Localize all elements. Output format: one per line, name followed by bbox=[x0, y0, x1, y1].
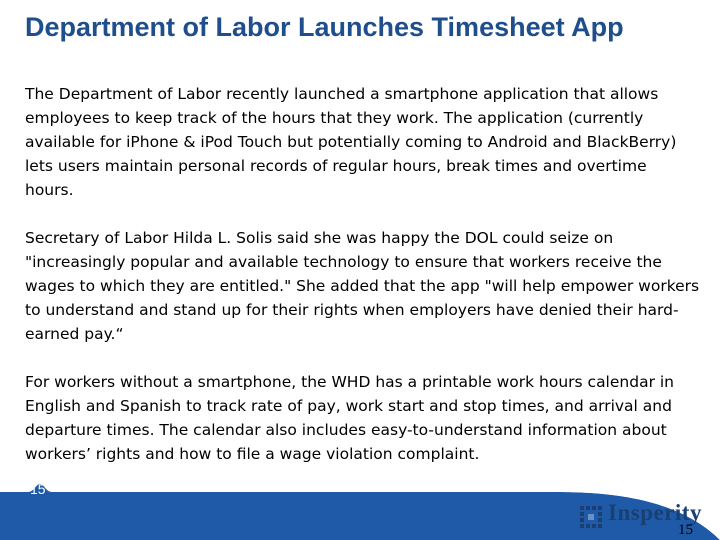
paragraph-1: The Department of Labor recently launched a smartphone application that allows employees to keep track of the hours that they work. The application (currently available for iPhone & iPod Touch but potentially coming to Android and BlackBerry) lets users maintain personal records of regular hours, break times and overtime hours. bbox=[25, 85, 677, 199]
paragraph-2: Secretary of Labor Hilda L. Solis said she was happy the DOL could seize on "increasingly popular and available technology to ensure that workers receive the wages to which they are entitled." She added that the app "will help empower workers to understand and stand up for their rights when employers have denied their hard-earned pay.“ bbox=[25, 229, 700, 343]
footer-page-number: 15 bbox=[30, 481, 46, 497]
page-number: 15 bbox=[678, 522, 693, 538]
slide-title: Department of Labor Launches Timesheet App bbox=[25, 12, 624, 42]
logo-text: Insperity bbox=[608, 500, 702, 525]
slide-body bbox=[25, 82, 700, 490]
paragraph-3: For workers without a smartphone, the WHD has a printable work hours calendar in English and Spanish to track rate of pay, work start and stop times, and arrival and departure times. The calendar also includes easy-to-understand information about workers’ rights and how to file a wage violation complaint. bbox=[25, 373, 674, 463]
